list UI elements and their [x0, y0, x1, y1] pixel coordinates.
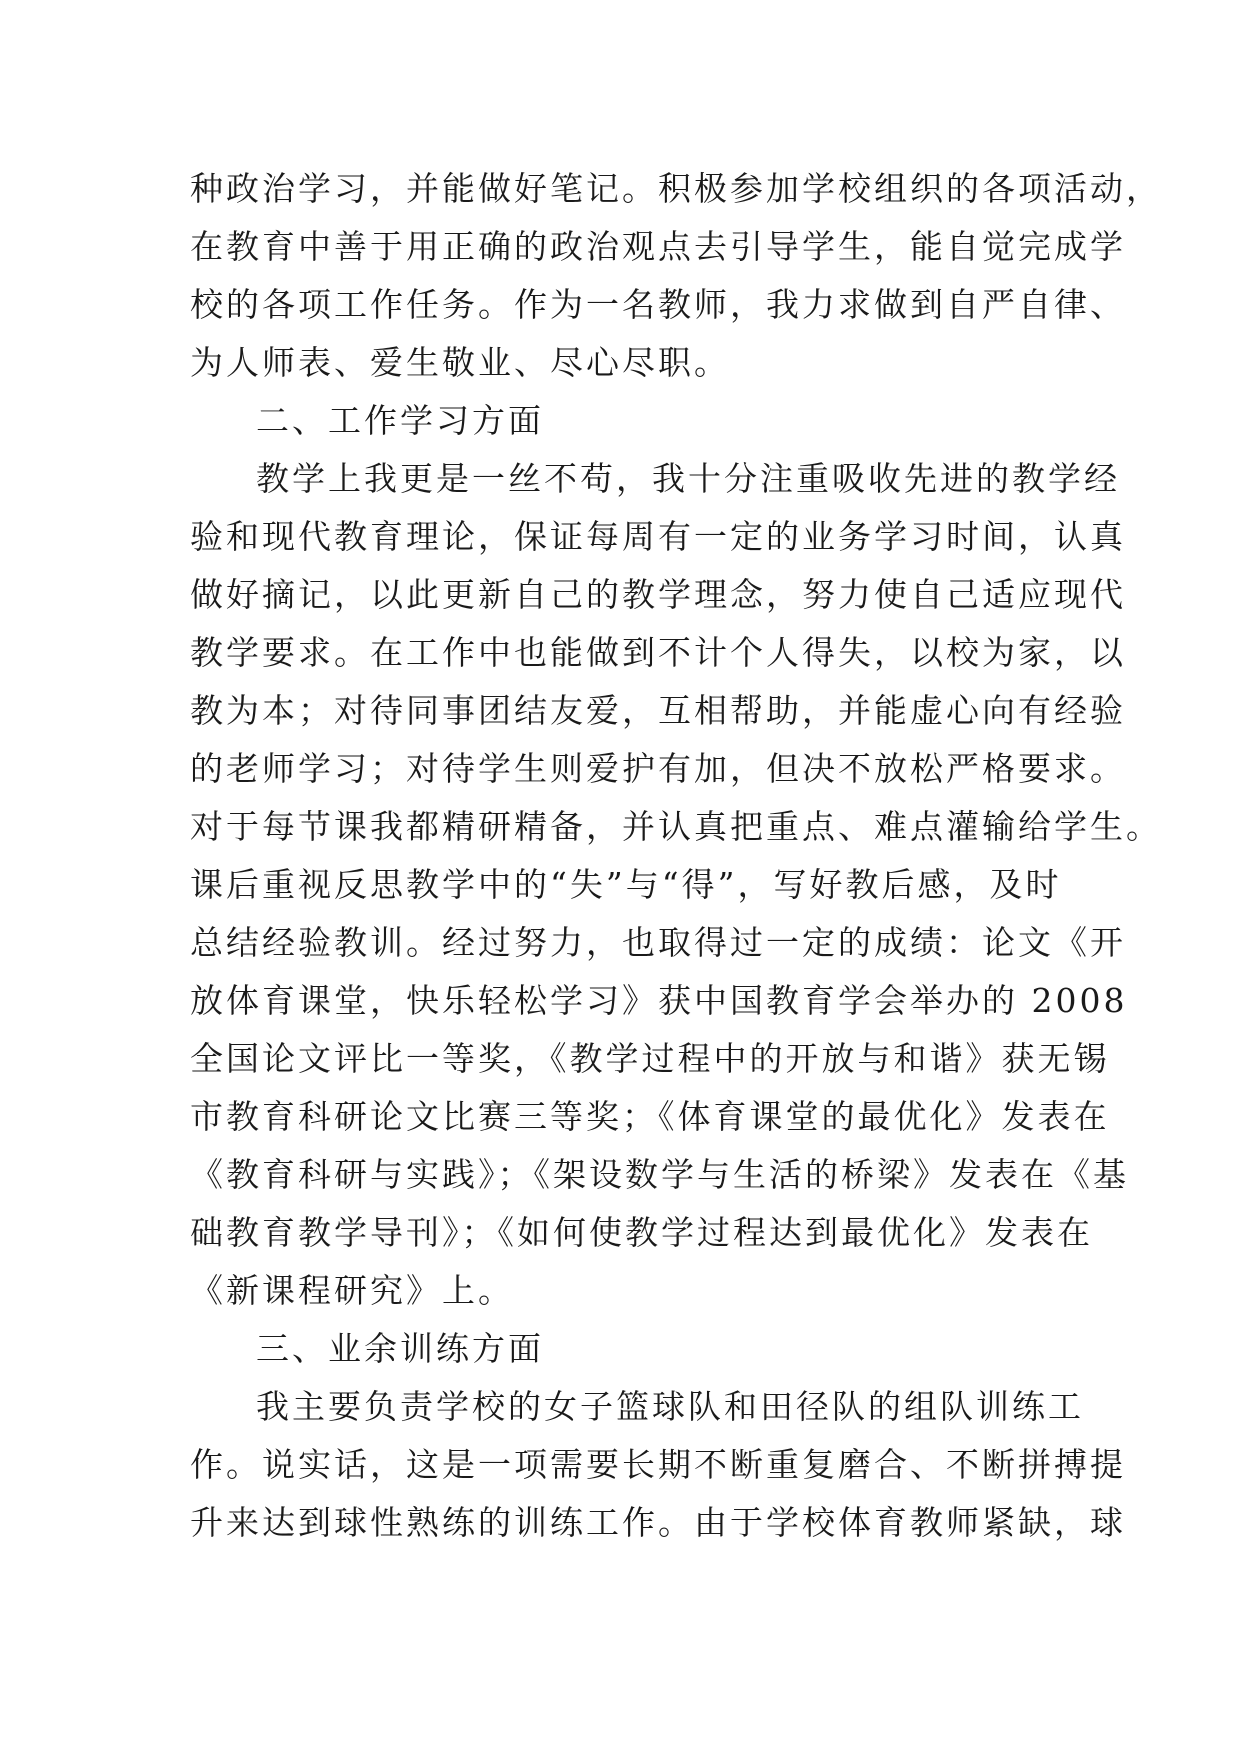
text-line: 础教育教学导刊》；《如何使教学过程达到最优化》发表在	[190, 1213, 1093, 1252]
text-line: 三、业余训练方面	[256, 1329, 544, 1368]
text-line: 总结经验教训。经过努力，也取得过一定的成绩：论文《开	[190, 923, 1126, 962]
text-line: 市教育科研论文比赛三等奖；《体育课堂的最优化》发表在	[190, 1097, 1110, 1136]
text-line: 放体育课堂，快乐轻松学习》获中国教育学会举办的 2008	[190, 981, 1128, 1020]
text-line: 教学上我更是一丝不苟，我十分注重吸收先进的教学经	[256, 459, 1120, 498]
text-line: 《新课程研究》上。	[190, 1271, 514, 1310]
text-line: 的老师学习；对待学生则爱护有加，但决不放松严格要求。	[190, 749, 1126, 788]
text-line: 二、工作学习方面	[256, 401, 544, 440]
text-line: 为人师表、爱生敬业、尽心尽职。	[190, 343, 730, 382]
text-line: 教为本；对待同事团结友爱，互相帮助，并能虚心向有经验	[190, 691, 1126, 730]
text-line: 做好摘记，以此更新自己的教学理念，努力使自己适应现代	[190, 575, 1126, 614]
text-line: 课后重视反思教学中的“失”与“得”，写好教后感，及时	[190, 865, 1062, 904]
text-line: 《教育科研与实践》；《架设数学与生活的桥梁》发表在《基	[190, 1155, 1129, 1194]
text-line: 校的各项工作任务。作为一名教师，我力求做到自严自律、	[190, 285, 1126, 324]
text-line: 在教育中善于用正确的政治观点去引导学生，能自觉完成学	[190, 227, 1126, 266]
text-line: 验和现代教育理论，保证每周有一定的业务学习时间，认真	[190, 517, 1126, 556]
text-line: 对于每节课我都精研精备，并认真把重点、难点灌输给学生。	[190, 807, 1162, 846]
text-line: 我主要负责学校的女子篮球队和田径队的组队训练工	[256, 1387, 1084, 1426]
text-line: 种政治学习，并能做好笔记。积极参加学校组织的各项活动，	[190, 169, 1162, 208]
body-text	[190, 160, 1162, 1552]
text-line: 作。说实话，这是一项需要长期不断重复磨合、不断拼搏提	[190, 1445, 1126, 1484]
text-line: 升来达到球性熟练的训练工作。由于学校体育教师紧缺，球	[190, 1503, 1126, 1542]
text-line: 全国论文评比一等奖，《教学过程中的开放与和谐》获无锡	[190, 1039, 1110, 1078]
text-line: 教学要求。在工作中也能做到不计个人得失，以校为家，以	[190, 633, 1126, 672]
